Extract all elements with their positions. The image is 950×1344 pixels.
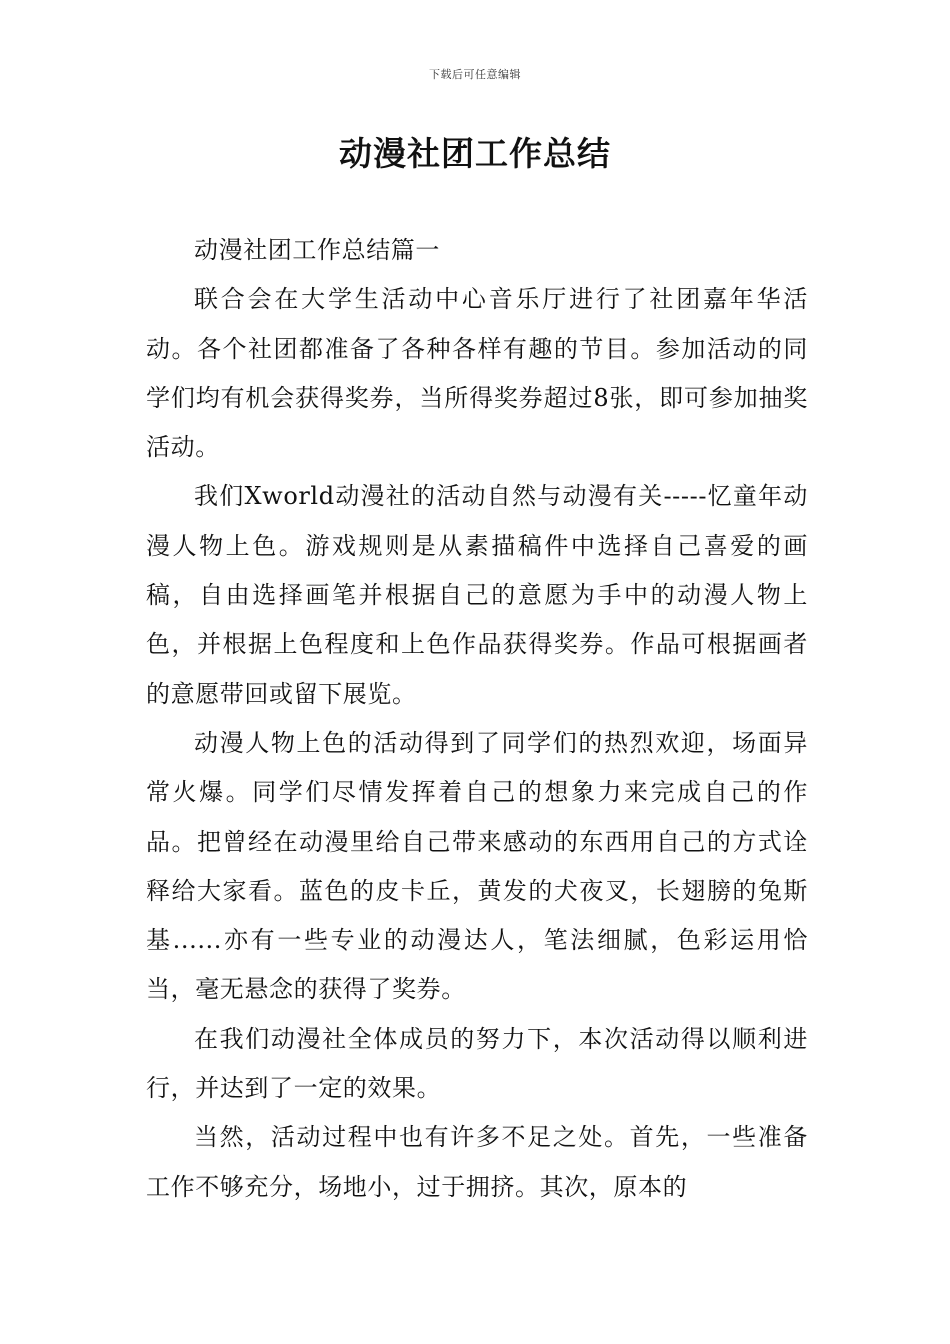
section-subtitle: 动漫社团工作总结篇一 xyxy=(194,236,440,264)
document-title: 动漫社团工作总结 xyxy=(339,134,611,173)
paragraph: 联合会在大学生活动中心音乐厅进行了社团嘉年华活动。各个社团都准备了各种各样有趣的节目。参加活动的同学们均有机会获得奖券，当所得奖券超过8张，即可参加抽奖活动。 xyxy=(146,285,808,462)
document-body xyxy=(146,226,808,1212)
paragraph: 动漫人物上色的活动得到了同学们的热烈欢迎，场面异常火爆。同学们尽情发挥着自己的想象力来完成自己的作品。把曾经在动漫里给自己带来感动的东西用自己的方式诠释给大家看。蓝色的皮卡丘，黄发的犬夜叉，长翅膀的兔斯基......亦有一些专业的动漫达人，笔法细腻，色彩运用恰当，毫无悬念的获得了奖券。 xyxy=(146,728,808,1004)
paragraph: 我们Xworld动漫社的活动自然与动漫有关-----忆童年动漫人物上色。游戏规则是从素描稿件中选择自己喜爱的画稿，自由选择画笔并根据自己的意愿为手中的动漫人物上色，并根据上色程度和上色作品获得奖券。作品可根据画者的意愿带回或留下展览。 xyxy=(146,482,808,708)
header-note: 下载后可任意编辑 xyxy=(429,68,521,81)
paragraph: 当然，活动过程中也有许多不足之处。首先，一些准备工作不够充分，场地小，过于拥挤。其次，原本的 xyxy=(146,1123,808,1201)
paragraph: 在我们动漫社全体成员的努力下，本次活动得以顺利进行，并达到了一定的效果。 xyxy=(146,1024,808,1103)
